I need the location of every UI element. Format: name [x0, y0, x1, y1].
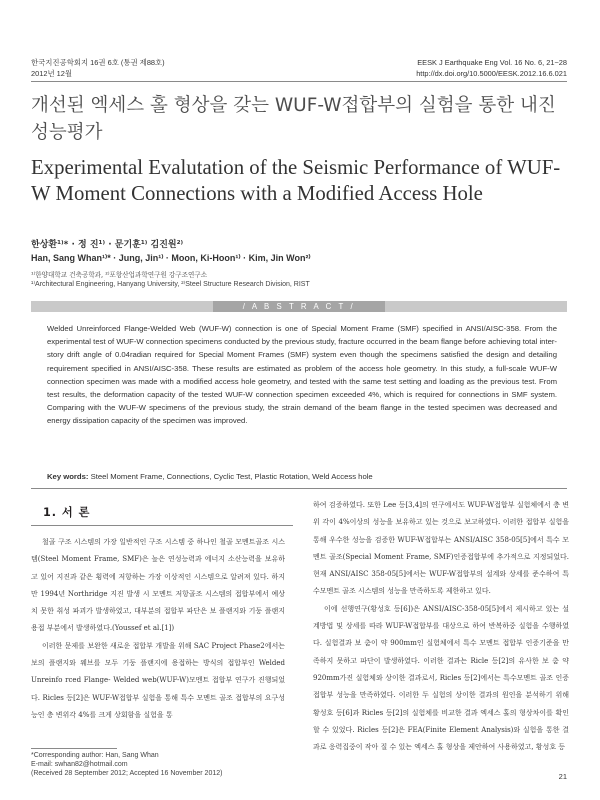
journal-header-right: [416, 58, 567, 79]
abstract-label: / A B S T R A C T /: [213, 301, 386, 312]
journal-name-ko: 한국지진공학회지 16권 6호 (통권 제88호): [31, 58, 165, 67]
section-title: 1. 서 론: [43, 506, 91, 519]
body-column-right: [313, 497, 569, 756]
authors-korean: 한상환¹⁾* · 정 진¹⁾ · 문기훈¹⁾ 김진원²⁾: [31, 240, 184, 250]
paragraph: 철골 구조 시스템의 가장 일반적인 구조 시스템 중 하나인 철골 모멘트골조 시스템(Steel Moment Frame, SMF)은 높은 연성능력과 에너지 소산능력을 보유하고 있어 지진과 같은 횡력에 저항하는 가장 이상적인 시스템으로 알려져 있다. 하지만 1994년 Northridge 지진 발생 시 모멘트 저항골조 시스템의 접합부에서 예상치 못한 취성 파괴가 발생하였고, 대부분의 접합부 파단은 보 플랜지와 기둥 플랜지 용접 부분에서 발생하였다.(Youssef et al.[1]): [31, 538, 285, 633]
keywords-label: Key words:: [47, 472, 89, 481]
title-korean: 개선된 엑세스 홀 형상을 갖는 WUF-W접합부의 실험을 통한 내진성능평가: [31, 95, 556, 143]
doi-link[interactable]: http://dx.doi.org/10.5000/EESK.2012.16.6.021: [416, 68, 567, 78]
section-divider: [31, 525, 293, 526]
body-column-left: [31, 534, 285, 724]
footnote: [31, 751, 222, 779]
journal-issue-date: 2012년 12월: [31, 68, 72, 78]
affiliation-english: ¹⁾Architectural Engineering, Hanyang University, ²⁾Steel Structure Research Division, RIST: [31, 281, 310, 288]
paragraph: 이러한 문제를 보완한 새로운 접합부 개발을 위해 SAC Project Phase2에서는 보의 플랜지와 웨브를 모두 기둥 플랜지에 용접하는 방식의 접합부인 Welded Unreinfo rced Flange- Welded web(WUF-W)모멘트 접합부 연구가 진행되었다. Ricles 등[2]은 WUF-W접합부 실험을 통해 특수 모멘트 골조 접합부의 요구성능인 층 변위각 4%를 크게 상회함을 실험을 통: [31, 641, 285, 719]
page-number: 21: [558, 772, 567, 781]
abstract-text: Welded Unreinforced Flange-Welded Web (WUF-W) connection is one of Special Moment Frame (SMF) specified in ANSI/AISC-358. From the experimental test of WUF-W connection specimens conducted by the previous study, fracture occurred in the beam flange before achieving total inter-story drift angle of 0.04radian required for Special Moment Frames (SMF) system even though the specimens satisfied the design and detailing requirement specified in ANSI/AISC-358. These results are estimated as problem of the access hole geometry. In this study, a full-scale WUF-W connection specimen was made with a modified access hole geometry, and tested with the same test setting and loading as the previous test. From test results, the deformation capacity of the tested WUF-W connection specimen exceeded 4%, which is required for connections in SMF system. Comparing with the WUF-W specimens of the previous study, the strain demand of the beam flange in the tested specimen was decreased and energy dissipation capacity of the specimen was improved.: [47, 324, 557, 426]
header-divider: [31, 81, 567, 82]
footnote-divider: [31, 748, 117, 749]
abstract-banner: [31, 301, 567, 312]
keywords-text: Steel Moment Frame, Connections, Cyclic Test, Plastic Rotation, Weld Access hole: [90, 472, 373, 481]
paragraph: 하여 검증하였다. 또한 Lee 등[3,4]의 연구에서도 WUF-W접합부 실험체에서 층 변위 각이 4%이상의 성능을 보유하고 있는 것으로 보고하였다. 이러한 접합부 실험을 통해 우수한 성능을 검증한 WUF-W접합부는 ANSI/AISC 358-05[5]에서 특수 모멘트 골조(Special Moment Frame, SMF)인증접합부에 추가적으로 지정되었다. 현재 ANSI/AISC 358-05[5]에서는 WUF-W접합부의 설계와 상세를 준수하여 특수모멘트 골조 시스템의 성능을 만족하도록 제한하고 있다.: [313, 501, 569, 596]
corresponding-author: *Corresponding author: Han, Sang Whan: [31, 752, 159, 759]
paragraph: 이에 선행연구(황성호 등[6])은 ANSI/AISC-358-05[5]에서 제시하고 있는 설계방법 및 상세를 따라 WUF-W접합부를 대상으로 하여 반복하중 실험을 수행하였다. 실험결과 보 춤이 약 900mm인 실험체에서 특수 모멘트 접합부 인증기준을 만족하지 못하고 파단이 발생하였다. 이러한 결과는 Ricle 등[2]의 유사한 보 춤 약 920mm가진 실험체와 상이한 결과로서, Ricles 등[2]에서는 특수모멘트 골조 인증접합부 성능을 만족하였다. 이러한 두 실험의 상이한 결과의 원인을 분석하기 위해 황성호 등[6]과 Ricles 등[2]의 실험체를 비교한 결과 엑세스 홀의 형상차이를 확인할 수 있었다. Ricles 등[2]은 FEA(Finite Element Analysis)와 실험을 통한 결과로 응력집중이 작아 질 수 있는 엑세스 홀 형상을 제안하여 사용하였고, 황성호 등: [313, 604, 569, 752]
journal-header-left: [31, 58, 165, 79]
title-english: Experimental Evalutation of the Seismic Performance of WUF-W Moment Connections with a Modified Access Hole: [31, 156, 561, 205]
abstract-divider: [31, 488, 567, 489]
author-email[interactable]: E-mail: swhan82@hotmail.com: [31, 761, 128, 769]
received-accepted-dates: (Received 28 September 2012; Accepted 16 November 2012): [31, 770, 223, 778]
journal-citation: EESK J Earthquake Eng Vol. 16 No. 6, 21~28: [417, 58, 567, 67]
authors-english: Han, Sang Whan¹⁾* · Jung, Jin¹⁾ · Moon, Ki-Hoon¹⁾ · Kim, Jin Won²⁾: [31, 253, 311, 263]
affiliation-korean: ¹⁾한양대학교 건축공학과, ²⁾포항산업과학연구원 강구조연구소: [31, 271, 208, 279]
keywords: [47, 472, 373, 481]
